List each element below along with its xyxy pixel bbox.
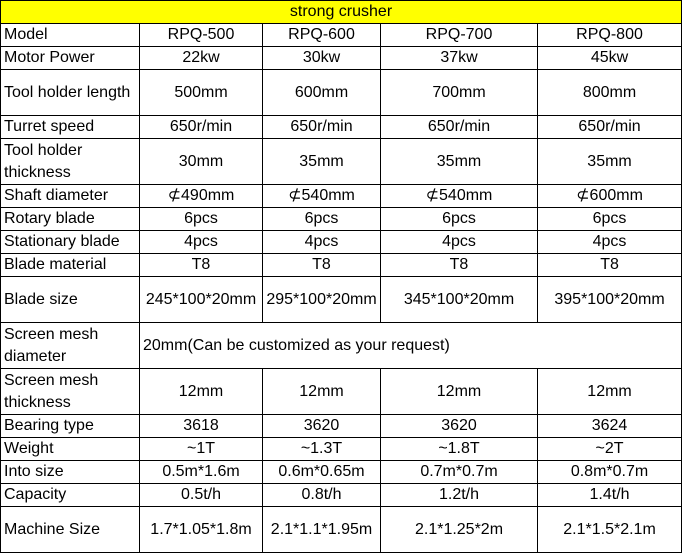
table-row — [1, 139, 682, 185]
table-cell: 0.8m*0.7m — [538, 461, 682, 484]
table-cell: 500mm — [140, 70, 263, 116]
table-cell: 2.1*1.1*1.95m — [263, 507, 381, 553]
column-header: RPQ-700 — [381, 24, 538, 47]
table-cell: 3618 — [140, 415, 263, 438]
table-cell: 4pcs — [140, 231, 263, 254]
table-cell: 650r/min — [381, 116, 538, 139]
column-header: Model — [1, 24, 140, 47]
table-cell: ⊄540mm — [381, 185, 538, 208]
row-label: Shaft diameter — [1, 185, 140, 208]
table-cell: 2.1*1.5*2.1m — [538, 507, 682, 553]
table-cell: T8 — [381, 254, 538, 277]
table-cell: 0.8t/h — [263, 484, 381, 507]
table-cell: 3620 — [381, 415, 538, 438]
table-cell: 650r/min — [140, 116, 263, 139]
row-label: Turret speed — [1, 116, 140, 139]
table-cell: 12mm — [381, 369, 538, 415]
table-cell: 800mm — [538, 70, 682, 116]
table-row — [1, 369, 682, 415]
table-cell: 295*100*20mm — [263, 277, 381, 323]
table-cell: 3624 — [538, 415, 682, 438]
table-cell: ⊄540mm — [263, 185, 381, 208]
row-label: Machine Size — [1, 507, 140, 553]
column-header: RPQ-600 — [263, 24, 381, 47]
table-cell: 35mm — [538, 139, 682, 185]
table-cell: 2.1*1.25*2m — [381, 507, 538, 553]
table-cell: 35mm — [381, 139, 538, 185]
table-cell: 0.5t/h — [140, 484, 263, 507]
table-row — [1, 208, 682, 231]
column-header: RPQ-500 — [140, 24, 263, 47]
merged-cell: 20mm(Can be customized as your request) — [140, 323, 682, 369]
table-title: strong crusher — [1, 1, 682, 24]
table-row — [1, 47, 682, 70]
table-cell: 6pcs — [263, 208, 381, 231]
header-row — [1, 24, 682, 47]
table-row — [1, 70, 682, 116]
table-cell: ~1.3T — [263, 438, 381, 461]
row-label: Tool holder thickness — [1, 139, 140, 185]
table-row — [1, 507, 682, 553]
row-label: Capacity — [1, 484, 140, 507]
table-cell: T8 — [538, 254, 682, 277]
row-label: Weight — [1, 438, 140, 461]
table-cell: 1.2t/h — [381, 484, 538, 507]
table-cell: 35mm — [263, 139, 381, 185]
table-cell: 22kw — [140, 47, 263, 70]
column-header: RPQ-800 — [538, 24, 682, 47]
row-label: Blade size — [1, 277, 140, 323]
table-row — [1, 461, 682, 484]
table-cell: T8 — [263, 254, 381, 277]
row-label: Blade material — [1, 254, 140, 277]
row-label: Bearing type — [1, 415, 140, 438]
table-cell: 4pcs — [381, 231, 538, 254]
table-cell: ~1T — [140, 438, 263, 461]
table-row — [1, 415, 682, 438]
table-cell: 37kw — [381, 47, 538, 70]
table-row — [1, 254, 682, 277]
table-cell: ~1.8T — [381, 438, 538, 461]
table-row — [1, 277, 682, 323]
table-cell: 700mm — [381, 70, 538, 116]
table-cell: 6pcs — [538, 208, 682, 231]
table-cell: ⊄600mm — [538, 185, 682, 208]
table-row — [1, 323, 682, 369]
table-cell: T8 — [140, 254, 263, 277]
table-cell: 345*100*20mm — [381, 277, 538, 323]
table-cell: 30mm — [140, 139, 263, 185]
table-row — [1, 484, 682, 507]
row-label: Screen mesh thickness — [1, 369, 140, 415]
table-cell: 6pcs — [140, 208, 263, 231]
table-cell: 6pcs — [381, 208, 538, 231]
row-label: Stationary blade — [1, 231, 140, 254]
table-cell: 600mm — [263, 70, 381, 116]
table-cell: 395*100*20mm — [538, 277, 682, 323]
table-cell: 4pcs — [538, 231, 682, 254]
row-label: Rotary blade — [1, 208, 140, 231]
row-label: Motor Power — [1, 47, 140, 70]
table-cell: 12mm — [263, 369, 381, 415]
table-cell: 4pcs — [263, 231, 381, 254]
table-row — [1, 231, 682, 254]
table-cell: 0.5m*1.6m — [140, 461, 263, 484]
table-row — [1, 438, 682, 461]
table-cell: 12mm — [140, 369, 263, 415]
table-cell: 3620 — [263, 415, 381, 438]
table-cell: 0.7m*0.7m — [381, 461, 538, 484]
table-row — [1, 185, 682, 208]
row-label: Screen mesh diameter — [1, 323, 140, 369]
table-cell: 1.4t/h — [538, 484, 682, 507]
table-cell: ⊄490mm — [140, 185, 263, 208]
table-cell: 12mm — [538, 369, 682, 415]
table-cell: 650r/min — [538, 116, 682, 139]
table-cell: 0.6m*0.65m — [263, 461, 381, 484]
row-label: Tool holder length — [1, 70, 140, 116]
table-row — [1, 116, 682, 139]
table-cell: 30kw — [263, 47, 381, 70]
row-label: Into size — [1, 461, 140, 484]
table-cell: ~2T — [538, 438, 682, 461]
table-cell: 1.7*1.05*1.8m — [140, 507, 263, 553]
table-cell: 650r/min — [263, 116, 381, 139]
table-cell: 245*100*20mm — [140, 277, 263, 323]
title-row — [1, 1, 682, 24]
table-cell: 45kw — [538, 47, 682, 70]
